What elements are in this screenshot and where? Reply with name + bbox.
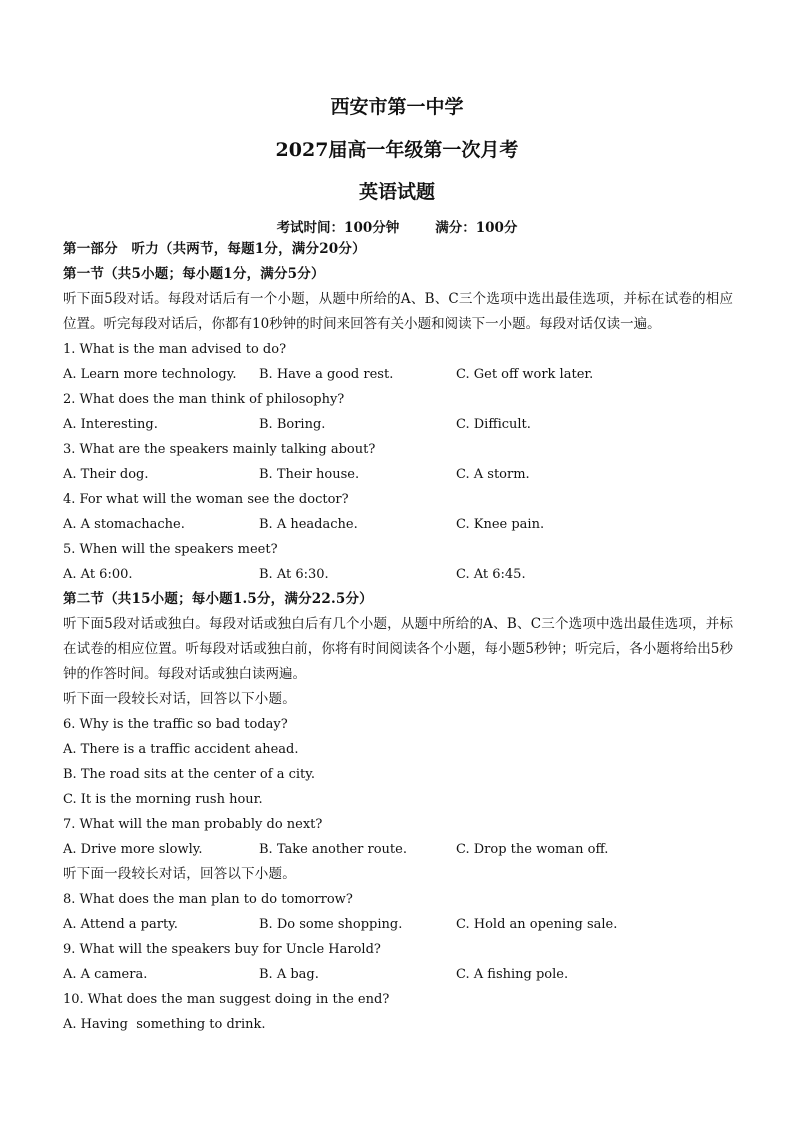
option-a: A. At 6:00. bbox=[63, 567, 133, 582]
option-c: C. Difficult. bbox=[456, 417, 531, 432]
question-4-options bbox=[63, 512, 733, 537]
option-a: A. Interesting. bbox=[63, 417, 158, 432]
option-b: B. Boring. bbox=[259, 417, 326, 432]
option-b: B. A headache. bbox=[259, 517, 358, 532]
option-c: C. A storm. bbox=[456, 467, 530, 482]
question-3-options bbox=[63, 462, 733, 487]
group1-intro: 听下面一段较长对话，回答以下小题。 bbox=[63, 691, 296, 707]
option-c: C. Hold an opening sale. bbox=[456, 917, 618, 932]
question-2: 2. What does the man think of philosophy? bbox=[63, 392, 345, 407]
option-c: C. Knee pain. bbox=[456, 517, 545, 532]
exam-info bbox=[0, 216, 794, 236]
question-5-options bbox=[63, 562, 733, 587]
option-b: B. Do some shopping. bbox=[259, 917, 403, 932]
option-a: A. Learn more technology. bbox=[63, 367, 237, 382]
option-b: B. Take another route. bbox=[259, 842, 407, 857]
option-b: B. A bag. bbox=[259, 967, 319, 982]
question-10: 10. What does the man suggest doing in the end? bbox=[63, 992, 390, 1007]
group2-intro: 听下面一段较长对话，回答以下小题。 bbox=[63, 866, 296, 882]
question-6: 6. Why is the traffic so bad today? bbox=[63, 717, 288, 732]
option-c: C. Get off work later. bbox=[456, 367, 594, 382]
option-a: A. Having something to drink. bbox=[63, 1017, 266, 1032]
option-c: C. Drop the woman off. bbox=[456, 842, 609, 857]
question-7-options bbox=[63, 837, 733, 862]
question-4: 4. For what will the woman see the doctor? bbox=[63, 492, 349, 507]
question-1: 1. What is the man advised to do? bbox=[63, 342, 287, 357]
section2-instructions: 听下面5段对话或独白。每段对话或独白后有几个小题，从题中所给的A、B、C三个选项中选出最佳选项，并标在试卷的相应位置。听每段对话或独白前，你将有时间阅读各个小题，每小题5秒钟；听完后，各小题将给出5秒钟的作答时间。每段对话或独白读两遍。 bbox=[63, 616, 733, 682]
exam-title: 2027届高一年级第一次月考 bbox=[275, 139, 519, 161]
question-1-options bbox=[63, 362, 733, 387]
section2-heading: 第二节（共15小题；每小题1.5分，满分22.5分） bbox=[63, 591, 373, 607]
question-3: 3. What are the speakers mainly talking about? bbox=[63, 442, 376, 457]
section1-heading: 第一节（共5小题；每小题1分，满分5分） bbox=[63, 266, 325, 282]
option-a: A. A stomachache. bbox=[63, 517, 185, 532]
question-8-options bbox=[63, 912, 733, 937]
question-7: 7. What will the man probably do next? bbox=[63, 817, 323, 832]
question-9-options bbox=[63, 962, 733, 987]
option-a: A. Their dog. bbox=[63, 467, 149, 482]
question-2-options bbox=[63, 412, 733, 437]
option-a: A. There is a traffic accident ahead. bbox=[63, 742, 299, 757]
option-b: B. At 6:30. bbox=[259, 567, 329, 582]
section1-instructions: 听下面5段对话。每段对话后有一个小题，从题中所给的A、B、C三个选项中选出最佳选项，并标在试卷的相应位置。听完每段对话后，你都有10秒钟的时间来回答有关小题和阅读下一小题。每段对话仅读一遍。 bbox=[63, 291, 733, 332]
option-b: B. The road sits at the center of a city. bbox=[63, 767, 315, 782]
option-a: A. A camera. bbox=[63, 967, 148, 982]
option-c: C. At 6:45. bbox=[456, 567, 526, 582]
subject-title: 英语试题 bbox=[358, 181, 435, 203]
school-name: 西安市第一中学 bbox=[330, 96, 464, 118]
exam-score: 满分：100分 bbox=[435, 220, 518, 236]
exam-time: 考试时间：100分钟 bbox=[276, 220, 400, 236]
part1-heading: 第一部分 听力（共两节，每题1分，满分20分） bbox=[63, 241, 366, 257]
option-b: B. Have a good rest. bbox=[259, 367, 394, 382]
option-a: A. Drive more slowly. bbox=[63, 842, 203, 857]
question-5: 5. When will the speakers meet? bbox=[63, 542, 278, 557]
option-c: C. It is the morning rush hour. bbox=[63, 792, 263, 807]
question-9: 9. What will the speakers buy for Uncle Harold? bbox=[63, 942, 381, 957]
option-c: C. A fishing pole. bbox=[456, 967, 569, 982]
question-8: 8. What does the man plan to do tomorrow? bbox=[63, 892, 353, 907]
exam-content bbox=[63, 237, 733, 1037]
option-a: A. Attend a party. bbox=[63, 917, 178, 932]
option-b: B. Their house. bbox=[259, 467, 360, 482]
